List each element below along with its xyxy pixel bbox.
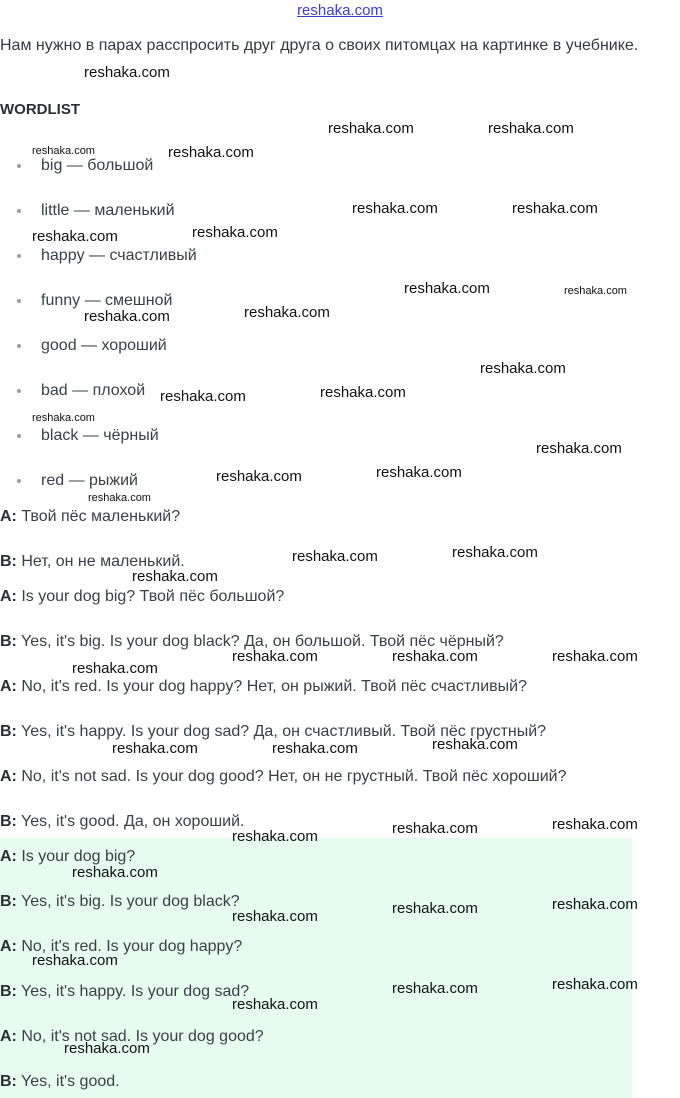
dialogue-text: Нет, он не маленький. — [21, 553, 185, 570]
watermark: reshaka.com — [112, 740, 198, 757]
answer-text: No, it's red. Is your dog happy? — [21, 938, 243, 955]
watermark: reshaka.com — [232, 828, 318, 845]
watermark: reshaka.com — [392, 980, 478, 997]
speaker-label: A: — [0, 768, 17, 785]
watermark: reshaka.com — [564, 285, 627, 297]
answer-text: No, it's not sad. Is your dog good? — [21, 1028, 264, 1045]
watermark: reshaka.com — [32, 952, 118, 969]
dialogue-text: Yes, it's big. Is your dog black? Да, он большой. Твой пёс чёрный? — [21, 633, 504, 650]
word-entry: funny — смешной — [41, 292, 173, 309]
speaker-label: B: — [0, 723, 17, 740]
wordlist — [0, 152, 197, 512]
watermark: reshaka.com — [216, 468, 302, 485]
word-entry: black — чёрный — [41, 427, 159, 444]
word-entry: good — хороший — [41, 337, 167, 354]
speaker-label: A: — [0, 1028, 17, 1045]
answer-line — [0, 890, 240, 914]
watermark: reshaka.com — [132, 568, 218, 585]
answer-text: Yes, it's big. Is your dog black? — [21, 893, 240, 910]
speaker-label: A: — [0, 938, 17, 955]
watermark: reshaka.com — [244, 304, 330, 321]
speaker-label: B: — [0, 813, 17, 830]
watermark: reshaka.com — [552, 896, 638, 913]
dialogue-line — [0, 505, 180, 529]
bullet-icon — [17, 299, 21, 303]
answer-text: Yes, it's good. — [21, 1073, 120, 1090]
dialogue-text: Is your dog big? Твой пёс большой? — [21, 588, 285, 605]
watermark: reshaka.com — [168, 144, 254, 161]
bullet-icon — [17, 254, 21, 258]
watermark: reshaka.com — [452, 544, 538, 561]
watermark: reshaka.com — [404, 280, 490, 297]
speaker-label: B: — [0, 553, 17, 570]
watermark: reshaka.com — [376, 464, 462, 481]
bullet-icon — [17, 344, 21, 348]
watermark: reshaka.com — [88, 492, 151, 504]
bullet-icon — [17, 434, 21, 438]
watermark: reshaka.com — [552, 976, 638, 993]
speaker-label: B: — [0, 633, 17, 650]
word-entry: happy — счастливый — [41, 247, 197, 264]
speaker-label: B: — [0, 893, 17, 910]
watermark: reshaka.com — [328, 120, 414, 137]
bullet-icon — [17, 209, 21, 213]
word-entry: little — маленький — [41, 202, 175, 219]
dialogue-text: Yes, it's happy. Is your dog sad? Да, он счастливый. Твой пёс грустный? — [21, 723, 547, 740]
watermark: reshaka.com — [320, 384, 406, 401]
watermark: reshaka.com — [552, 648, 638, 665]
watermark: reshaka.com — [352, 200, 438, 217]
dialogue-text: No, it's red. Is your dog happy? Нет, он рыжий. Твой пёс счастливый? — [21, 678, 527, 695]
watermark: reshaka.com — [160, 388, 246, 405]
watermark: reshaka.com — [232, 648, 318, 665]
watermark: reshaka.com — [432, 736, 518, 753]
watermark: reshaka.com — [552, 816, 638, 833]
dialogue-line — [0, 765, 567, 789]
watermark: reshaka.com — [192, 224, 278, 241]
watermark: reshaka.com — [536, 440, 622, 457]
watermark: reshaka.com — [72, 864, 158, 881]
watermark: reshaka.com — [232, 908, 318, 925]
answer-line — [0, 980, 249, 1004]
bullet-icon — [17, 389, 21, 393]
speaker-label: A: — [0, 508, 17, 525]
watermark: reshaka.com — [72, 660, 158, 677]
watermark: reshaka.com — [392, 900, 478, 917]
word-entry: red — рыжий — [41, 472, 138, 489]
watermark: reshaka.com — [32, 412, 95, 424]
speaker-label: A: — [0, 848, 17, 865]
speaker-label: B: — [0, 1073, 17, 1090]
speaker-label: A: — [0, 678, 17, 695]
dialogue-text: No, it's not sad. Is your dog good? Нет, он не грустный. Твой пёс хороший? — [21, 768, 567, 785]
watermark: reshaka.com — [512, 200, 598, 217]
wordlist-heading: WORDLIST — [0, 101, 80, 118]
word-entry: big — большой — [41, 157, 154, 174]
watermark: reshaka.com — [32, 228, 118, 245]
watermark: reshaka.com — [392, 648, 478, 665]
watermark: reshaka.com — [488, 120, 574, 137]
watermark: reshaka.com — [480, 360, 566, 377]
watermark: reshaka.com — [392, 820, 478, 837]
watermark: reshaka.com — [64, 1040, 150, 1057]
watermark: reshaka.com — [232, 996, 318, 1013]
list-item — [0, 332, 197, 377]
answer-text: Yes, it's happy. Is your dog sad? — [21, 983, 250, 1000]
bullet-icon — [17, 164, 21, 168]
speaker-label: B: — [0, 983, 17, 1000]
dialogue-text: Твой пёс маленький? — [21, 508, 181, 525]
dialogue-line — [0, 675, 527, 699]
list-item — [0, 422, 197, 467]
watermark: reshaka.com — [32, 145, 95, 157]
intro-text: Нам нужно в парах расспросить друг друга о своих питомцах на картинке в учебнике. — [0, 37, 639, 54]
dialogue-line — [0, 585, 284, 609]
site-link[interactable]: reshaka.com — [297, 2, 383, 19]
watermark: reshaka.com — [292, 548, 378, 565]
watermark: reshaka.com — [272, 740, 358, 757]
answer-text: Is your dog big? — [21, 848, 136, 865]
answer-line — [0, 1070, 120, 1094]
bullet-icon — [17, 479, 21, 483]
word-entry: bad — плохой — [41, 382, 146, 399]
watermark: reshaka.com — [84, 308, 170, 325]
dialogue-line — [0, 810, 245, 834]
speaker-label: A: — [0, 588, 17, 605]
list-item — [0, 242, 197, 287]
dialogue-text: Yes, it's good. Да, он хороший. — [21, 813, 245, 830]
watermark: reshaka.com — [84, 64, 170, 81]
